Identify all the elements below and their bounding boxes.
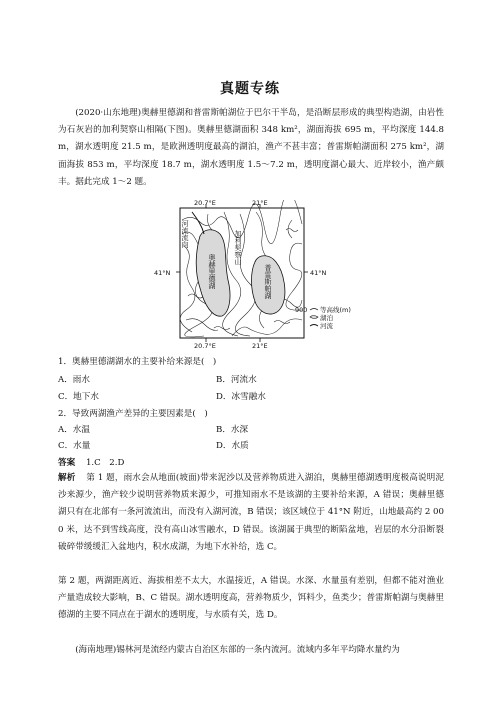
question-2-stem: 2．导致两湖渔产差异的主要因素是( ): [58, 409, 208, 419]
explanation-q2: 第 2 题，两湖距离近、海拔相差不太大，水温接近，A 错误。水深、水量虽有差别，但都不能对渔业产量造成较大影响，B、C 错误。湖水透明度高，营养物质少，饵料少，鱼类少；普雷斯帕湖与奥赫里德湖的主要不同点在于湖水的透明度，与水质有关，选 D。: [58, 576, 444, 621]
intro-paragraph: (2020·山东地理)奥赫里德湖和普雷斯帕湖位于巴尔干半岛，是沿断层形成的典型构造湖，由岩性为石灰岩的加利契察山相隔(下图)。奥赫里德湖面积 348 km²，湖面海拔 695 m，平均深度 144.8 m，湖水透明度 21.5 m，是欧洲透明度最高的湖泊，渔产不甚丰富；普雷斯帕湖面积 275 km²，湖面海拔 853 m，平均深度 18.7 m，湖水透明度 1.5～7.2 m，透明度湖心最大、近岸较小，渔产颇丰。据此完成 1～2 题。: [58, 108, 444, 187]
ohrid-lake-label: 奥赫里德湖: [208, 254, 216, 289]
question-1-option-a: A．雨水: [58, 375, 90, 385]
question-2-option-c: C．水量: [58, 441, 91, 451]
question-1-option-b: B．河流水: [216, 375, 257, 385]
legend-river-symbol: [310, 325, 318, 327]
lon-label-bottom-right: 21°E: [252, 342, 268, 350]
question-1-option-c: C．地下水: [58, 392, 99, 402]
lake-map-svg: [152, 200, 352, 350]
legend-contour-value: 900: [295, 306, 308, 314]
question-2-option-a: A．水温: [58, 425, 90, 435]
question-1-option-d: D．冰雪融水: [216, 392, 266, 402]
legend-contour-text: 等高线(m): [320, 306, 351, 314]
explanation-q1: [58, 470, 444, 556]
legend-river-text: 河流: [320, 322, 333, 330]
mountain-label: 加利契察山: [234, 230, 242, 265]
explanation-label: 解析: [58, 473, 76, 483]
explanation-q1-text: 第 1 题，雨水会从地面(坡面)带来泥沙以及营养物质进入湖泊，奥赫里德湖透明度极高说明泥沙来源少，渔产较少说明营养物质来源少，可推知雨水不是该湖的主要补给来源，A 错误；奥赫里德湖只有在北部有一条河流流出，而没有入湖河流，B 错误；该区域位于 41°N 附近，山地最高约 2 000 米，达不到雪线高度，没有高山冰雪融水，D 错误。该湖属于典型的断陷盆地，岩层的水分沿断裂破碎带缓缓汇入盆地内，积水成湖，为地下水补给，选 C。: [58, 473, 444, 552]
lat-label-left: 41°N: [154, 269, 171, 277]
lat-label-right: 41°N: [310, 269, 327, 277]
next-question-intro: (海南地理)锡林河是流经内蒙古自治区东部的一条内流河。流域内多年平均降水量约为: [75, 645, 400, 655]
question-2-option-d: D．水质: [216, 441, 249, 451]
lake-map-figure: [152, 200, 352, 350]
lon-label-top-right: 21°E: [252, 200, 268, 207]
prespa-lake-label: 普雷斯帕湖: [264, 264, 272, 299]
legend-lake-text: 湖泊: [320, 314, 333, 322]
lon-label-bottom-left: 20.7°E: [194, 342, 216, 350]
legend-contour-symbol: [310, 309, 318, 311]
answer-label: 答案: [58, 458, 76, 468]
lon-label-top-left: 20.7°E: [194, 200, 216, 207]
river-direction-label: 河流流向: [181, 220, 189, 248]
question-2-option-b: B．水深: [216, 425, 249, 435]
answer-value: 1.C 2.D: [85, 458, 125, 468]
legend-lake-symbol: [310, 316, 318, 319]
question-1-stem: 1．奥赫里德湖湖水的主要补给来源是( ): [58, 357, 217, 367]
page-title: 真题专练: [220, 81, 280, 97]
answer-line: [58, 457, 124, 469]
